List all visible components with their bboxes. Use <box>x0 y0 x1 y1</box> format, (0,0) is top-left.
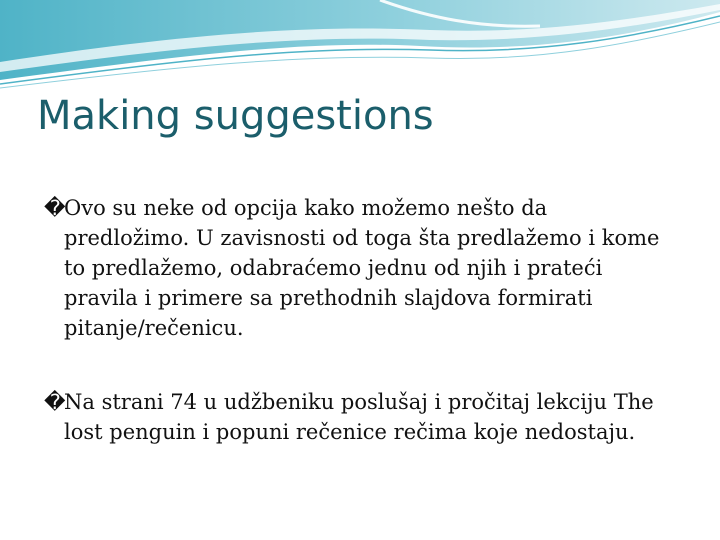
bullet-list <box>44 193 664 447</box>
bullet-item <box>44 193 664 343</box>
bullet-text: Ovo su neke od opcija kako možemo nešto da predložimo. U zavisnosti od toga šta predlažemo i kome to predlažemo, odabraćemo jednu od njih i prateći pravila i primere sa prethodnih slajdova formirati pitanje/rečenicu. <box>64 196 660 340</box>
bullet-marker: � <box>44 196 66 220</box>
bullet-marker: � <box>44 390 66 414</box>
slide-title: Making suggestions <box>37 93 434 139</box>
bullet-text: Na strani 74 u udžbeniku poslušaj i pročitaj lekciju The lost penguin i popuni rečenice rečima koje nedostaju. <box>64 390 654 444</box>
wave-band <box>0 0 720 80</box>
decorative-wave-banner <box>0 0 720 90</box>
bullet-item <box>44 387 664 447</box>
